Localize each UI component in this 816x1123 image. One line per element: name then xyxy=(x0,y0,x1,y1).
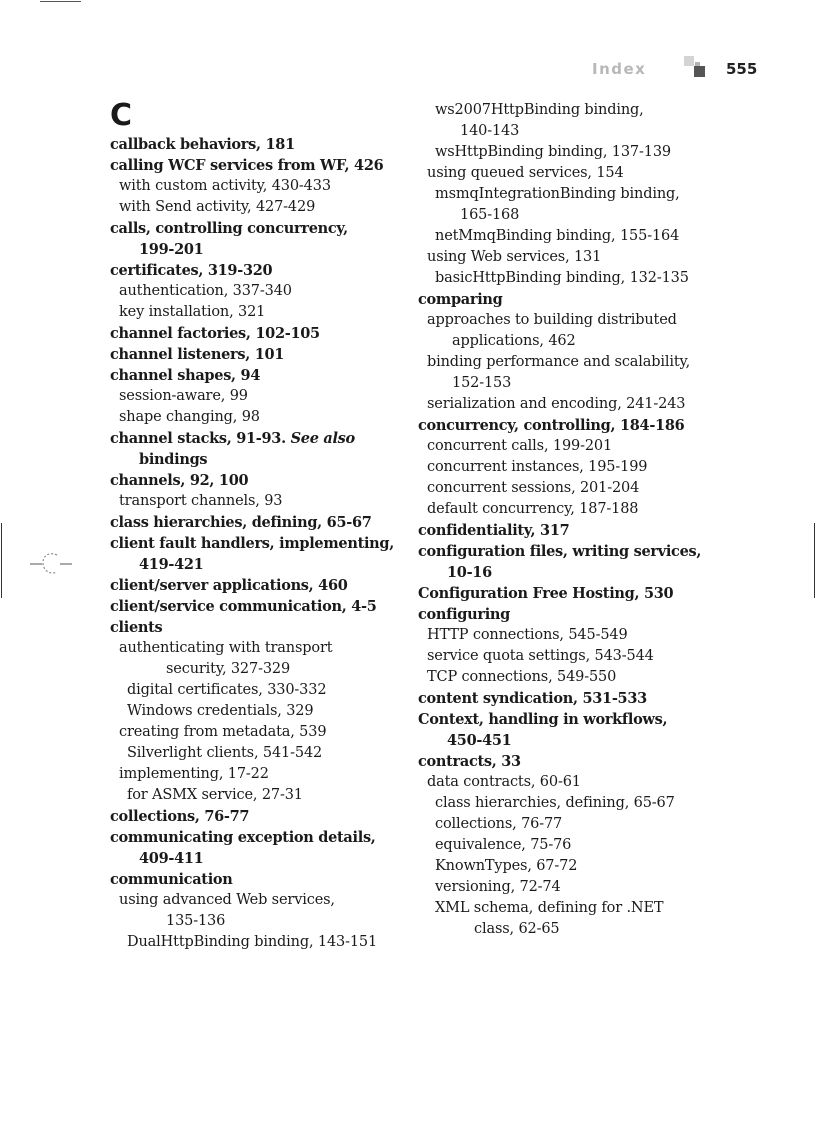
index-entry: collections, 76-77 xyxy=(110,808,250,825)
index-subsubentry: XML schema, defining for .NET xyxy=(435,900,664,916)
left-margin-line xyxy=(1,523,2,598)
index-entry-continuation: 450-451 xyxy=(447,732,512,749)
index-entry-continuation: 409-411 xyxy=(139,850,204,867)
index-entry: concurrency, controlling, 184-186 xyxy=(418,417,685,434)
index-subentry-continuation: security, 327-329 xyxy=(166,661,291,677)
index-entry-continuation: 419-421 xyxy=(139,556,204,573)
index-subsubentry: for ASMX service, 27-31 xyxy=(127,787,303,803)
index-subentry: session-aware, 99 xyxy=(119,388,248,404)
index-subsubentry: class hierarchies, defining, 65-67 xyxy=(435,795,675,811)
index-subentry: concurrent sessions, 201-204 xyxy=(427,480,640,496)
index-subentry: authenticating with transport xyxy=(119,640,333,656)
index-entry: channel listeners, 101 xyxy=(110,346,285,363)
index-subsubentry: wsHttpBinding binding, 137-139 xyxy=(435,144,671,160)
index-entry: communicating exception details, xyxy=(110,829,376,846)
index-subsubentry: equivalence, 75-76 xyxy=(435,837,572,853)
index-subentry: HTTP connections, 545-549 xyxy=(427,627,628,643)
right-margin-line xyxy=(814,523,815,598)
index-subsubentry: Windows credentials, 329 xyxy=(127,703,314,719)
page-number: 555 xyxy=(726,60,758,78)
index-subentry: implementing, 17-22 xyxy=(119,766,269,782)
index-entry: Context, handling in workflows, xyxy=(418,711,668,728)
index-subsubentry: msmqIntegrationBinding binding, xyxy=(435,186,680,202)
index-subentry: using queued services, 154 xyxy=(427,165,624,181)
index-entry: configuration files, writing services, xyxy=(418,543,702,560)
index-subentry: using advanced Web services, xyxy=(119,892,335,908)
index-subentry: concurrent calls, 199-201 xyxy=(427,438,613,454)
index-subsubentry: DualHttpBinding binding, 143-151 xyxy=(127,934,378,950)
index-entry: class hierarchies, defining, 65-67 xyxy=(110,514,372,531)
index-entry: callback behaviors, 181 xyxy=(110,136,295,153)
index-subsubentry: ws2007HttpBinding binding, xyxy=(435,102,644,118)
index-entry: confidentiality, 317 xyxy=(418,522,570,539)
index-subsubentry: basicHttpBinding binding, 132-135 xyxy=(435,270,689,286)
index-entry: client/service communication, 4-5 xyxy=(110,598,377,615)
index-subentry: binding performance and scalability, xyxy=(427,354,691,370)
index-entry: clients xyxy=(110,619,163,636)
index-subentry: authentication, 337-340 xyxy=(119,283,292,299)
index-column-left xyxy=(110,98,410,953)
index-subentry: concurrent instances, 195-199 xyxy=(427,459,648,475)
index-entry: client/server applications, 460 xyxy=(110,577,348,594)
index-subentry: key installation, 321 xyxy=(119,304,266,320)
index-subsubentry: netMmqBinding binding, 155-164 xyxy=(435,228,680,244)
index-subentry-continuation: 135-136 xyxy=(166,913,226,929)
index-subsubentry-continuation: 140-143 xyxy=(460,123,520,139)
index-subentry: with custom activity, 430-433 xyxy=(119,178,331,194)
index-subentry: with Send activity, 427-429 xyxy=(119,199,316,215)
section-letter: C xyxy=(110,98,133,133)
index-entry: calling WCF services from WF, 426 xyxy=(110,157,384,174)
index-entry: comparing xyxy=(418,291,503,308)
index-entry-text: channel stacks, 91-93. xyxy=(110,430,286,447)
index-entry: channel shapes, 94 xyxy=(110,367,261,384)
index-subentry: service quota settings, 543-544 xyxy=(427,648,654,664)
page-header xyxy=(0,60,816,80)
index-entry: channels, 92, 100 xyxy=(110,472,249,489)
index-subentry-continuation: applications, 462 xyxy=(452,333,576,349)
index-subentry-continuation: 152-153 xyxy=(452,375,512,391)
index-subsubentry: Silverlight clients, 541-542 xyxy=(127,745,323,761)
index-subentry: using Web services, 131 xyxy=(427,249,602,265)
crop-mark-icon xyxy=(30,549,72,579)
index-subsubentry: versioning, 72-74 xyxy=(435,879,561,895)
index-entry: client fault handlers, implementing, xyxy=(110,535,395,552)
index-entry: contracts, 33 xyxy=(418,753,521,770)
index-entry-continuation: 199-201 xyxy=(139,241,204,258)
index-entry: certificates, 319-320 xyxy=(110,262,273,279)
index-entry: communication xyxy=(110,871,233,888)
index-column-right xyxy=(418,100,718,940)
index-subsubentry-continuation: class, 62-65 xyxy=(474,921,560,937)
see-also-label: See also xyxy=(290,430,355,447)
index-subentry: creating from metadata, 539 xyxy=(119,724,327,740)
index-subentry: transport channels, 93 xyxy=(119,493,283,509)
index-subsubentry-continuation: 165-168 xyxy=(460,207,520,223)
index-entry: configuring xyxy=(418,606,510,623)
index-subentry: serialization and encoding, 241-243 xyxy=(427,396,686,412)
index-entry-continuation: 10-16 xyxy=(447,564,492,581)
index-subentry: shape changing, 98 xyxy=(119,409,260,425)
index-subentry: TCP connections, 549-550 xyxy=(427,669,617,685)
index-subsubentry: digital certificates, 330-332 xyxy=(127,682,327,698)
index-subentry: default concurrency, 187-188 xyxy=(427,501,639,517)
index-entry: calls, controlling concurrency, xyxy=(110,220,348,237)
top-rule xyxy=(40,1,81,2)
squares-icon xyxy=(682,56,706,78)
index-subentry: approaches to building distributed xyxy=(427,312,677,328)
index-entry: content syndication, 531-533 xyxy=(418,690,647,707)
index-entry: Configuration Free Hosting, 530 xyxy=(418,585,674,602)
index-entry xyxy=(110,428,410,449)
running-head: Index xyxy=(592,60,647,78)
index-entry-continuation: bindings xyxy=(139,451,208,468)
index-subsubentry: collections, 76-77 xyxy=(435,816,563,832)
index-entry: channel factories, 102-105 xyxy=(110,325,320,342)
index-subsubentry: KnownTypes, 67-72 xyxy=(435,858,578,874)
index-subentry: data contracts, 60-61 xyxy=(427,774,581,790)
